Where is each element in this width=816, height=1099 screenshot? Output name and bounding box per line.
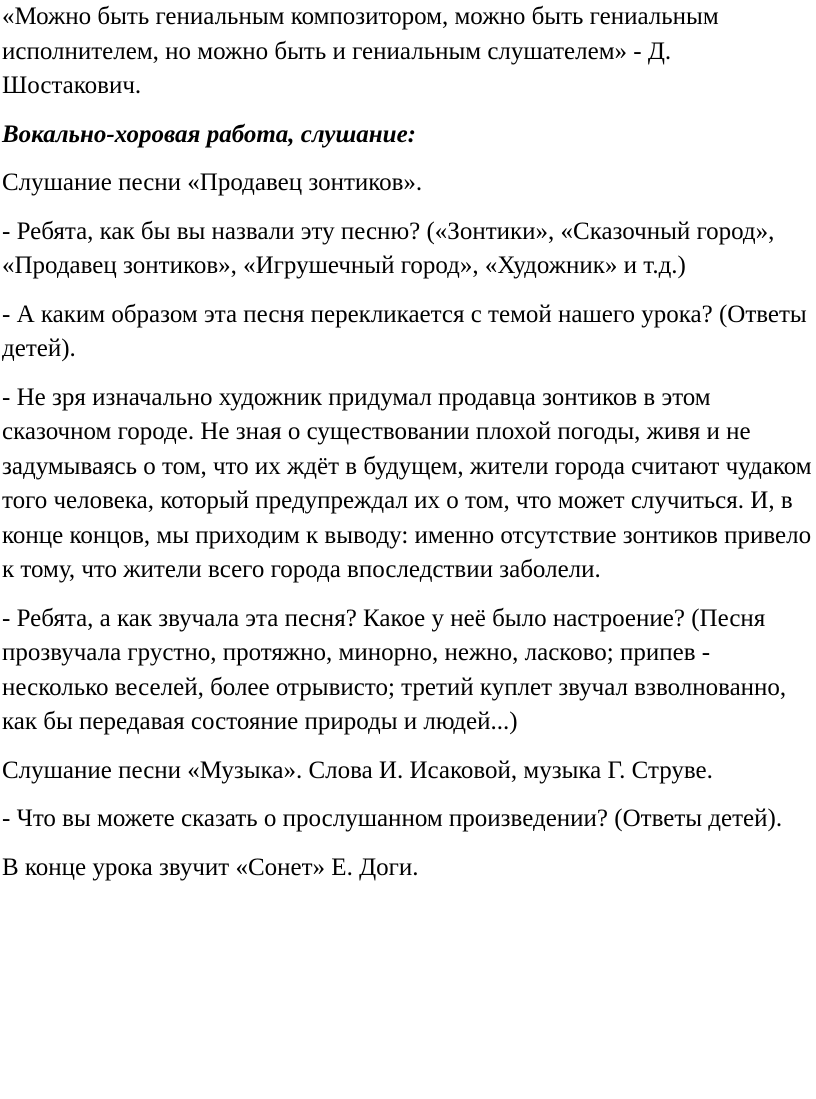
question-paragraph: - Ребята, как бы вы назвали эту песню? («Зонтики», «Сказочный город», «Продавец зонтиков», «Игрушечный город», «Художник» и т.д.) [2,217,775,279]
listening-paragraph: Слушание песни «Продавец зонтиков». [2,169,423,196]
question-paragraph: - Что вы можете сказать о прослушанном произведении? (Ответы детей). [2,805,783,832]
listening-paragraph: Слушание песни «Музыка». Слова И. Исаковой, музыка Г. Струве. [2,756,713,784]
question-paragraph: - Ребята, а как звучала эта песня? Какое у неё было настроение? (Песня прозвучала грустно, протяжно, минорно, нежно, ласково; припев - несколько веселей, более отрывисто; третий куплет звучал взволнованно, как бы передавая состояние природы и людей...) [2,604,787,735]
body-paragraph: - Не зря изначально художник придумал продавца зонтиков в этом сказочном городе. Не зная о существовании плохой погоды, живя и не задумываясь о том, что их ждёт в будущем, жители города считают чудаком того человека, который предупреждал их о том, что может случиться. И, в конце концов, мы приходим к выводу: именно отсутствие зонтиков привело к тому, что жители всего города впоследствии заболели. [2,383,812,583]
section-heading: Вокально-хоровая работа, слушание: [2,120,417,148]
question-paragraph: - А каким образом эта песня перекликается с темой нашего урока? (Ответы детей). [2,300,807,362]
quote-paragraph: «Можно быть гениальным композитором, можно быть гениальным исполнителем, но можно быть и гениальным слушателем» - Д. Шостакович. [2,3,719,99]
closing-paragraph: В конце урока звучит «Сонет» Е. Доги. [2,853,419,881]
